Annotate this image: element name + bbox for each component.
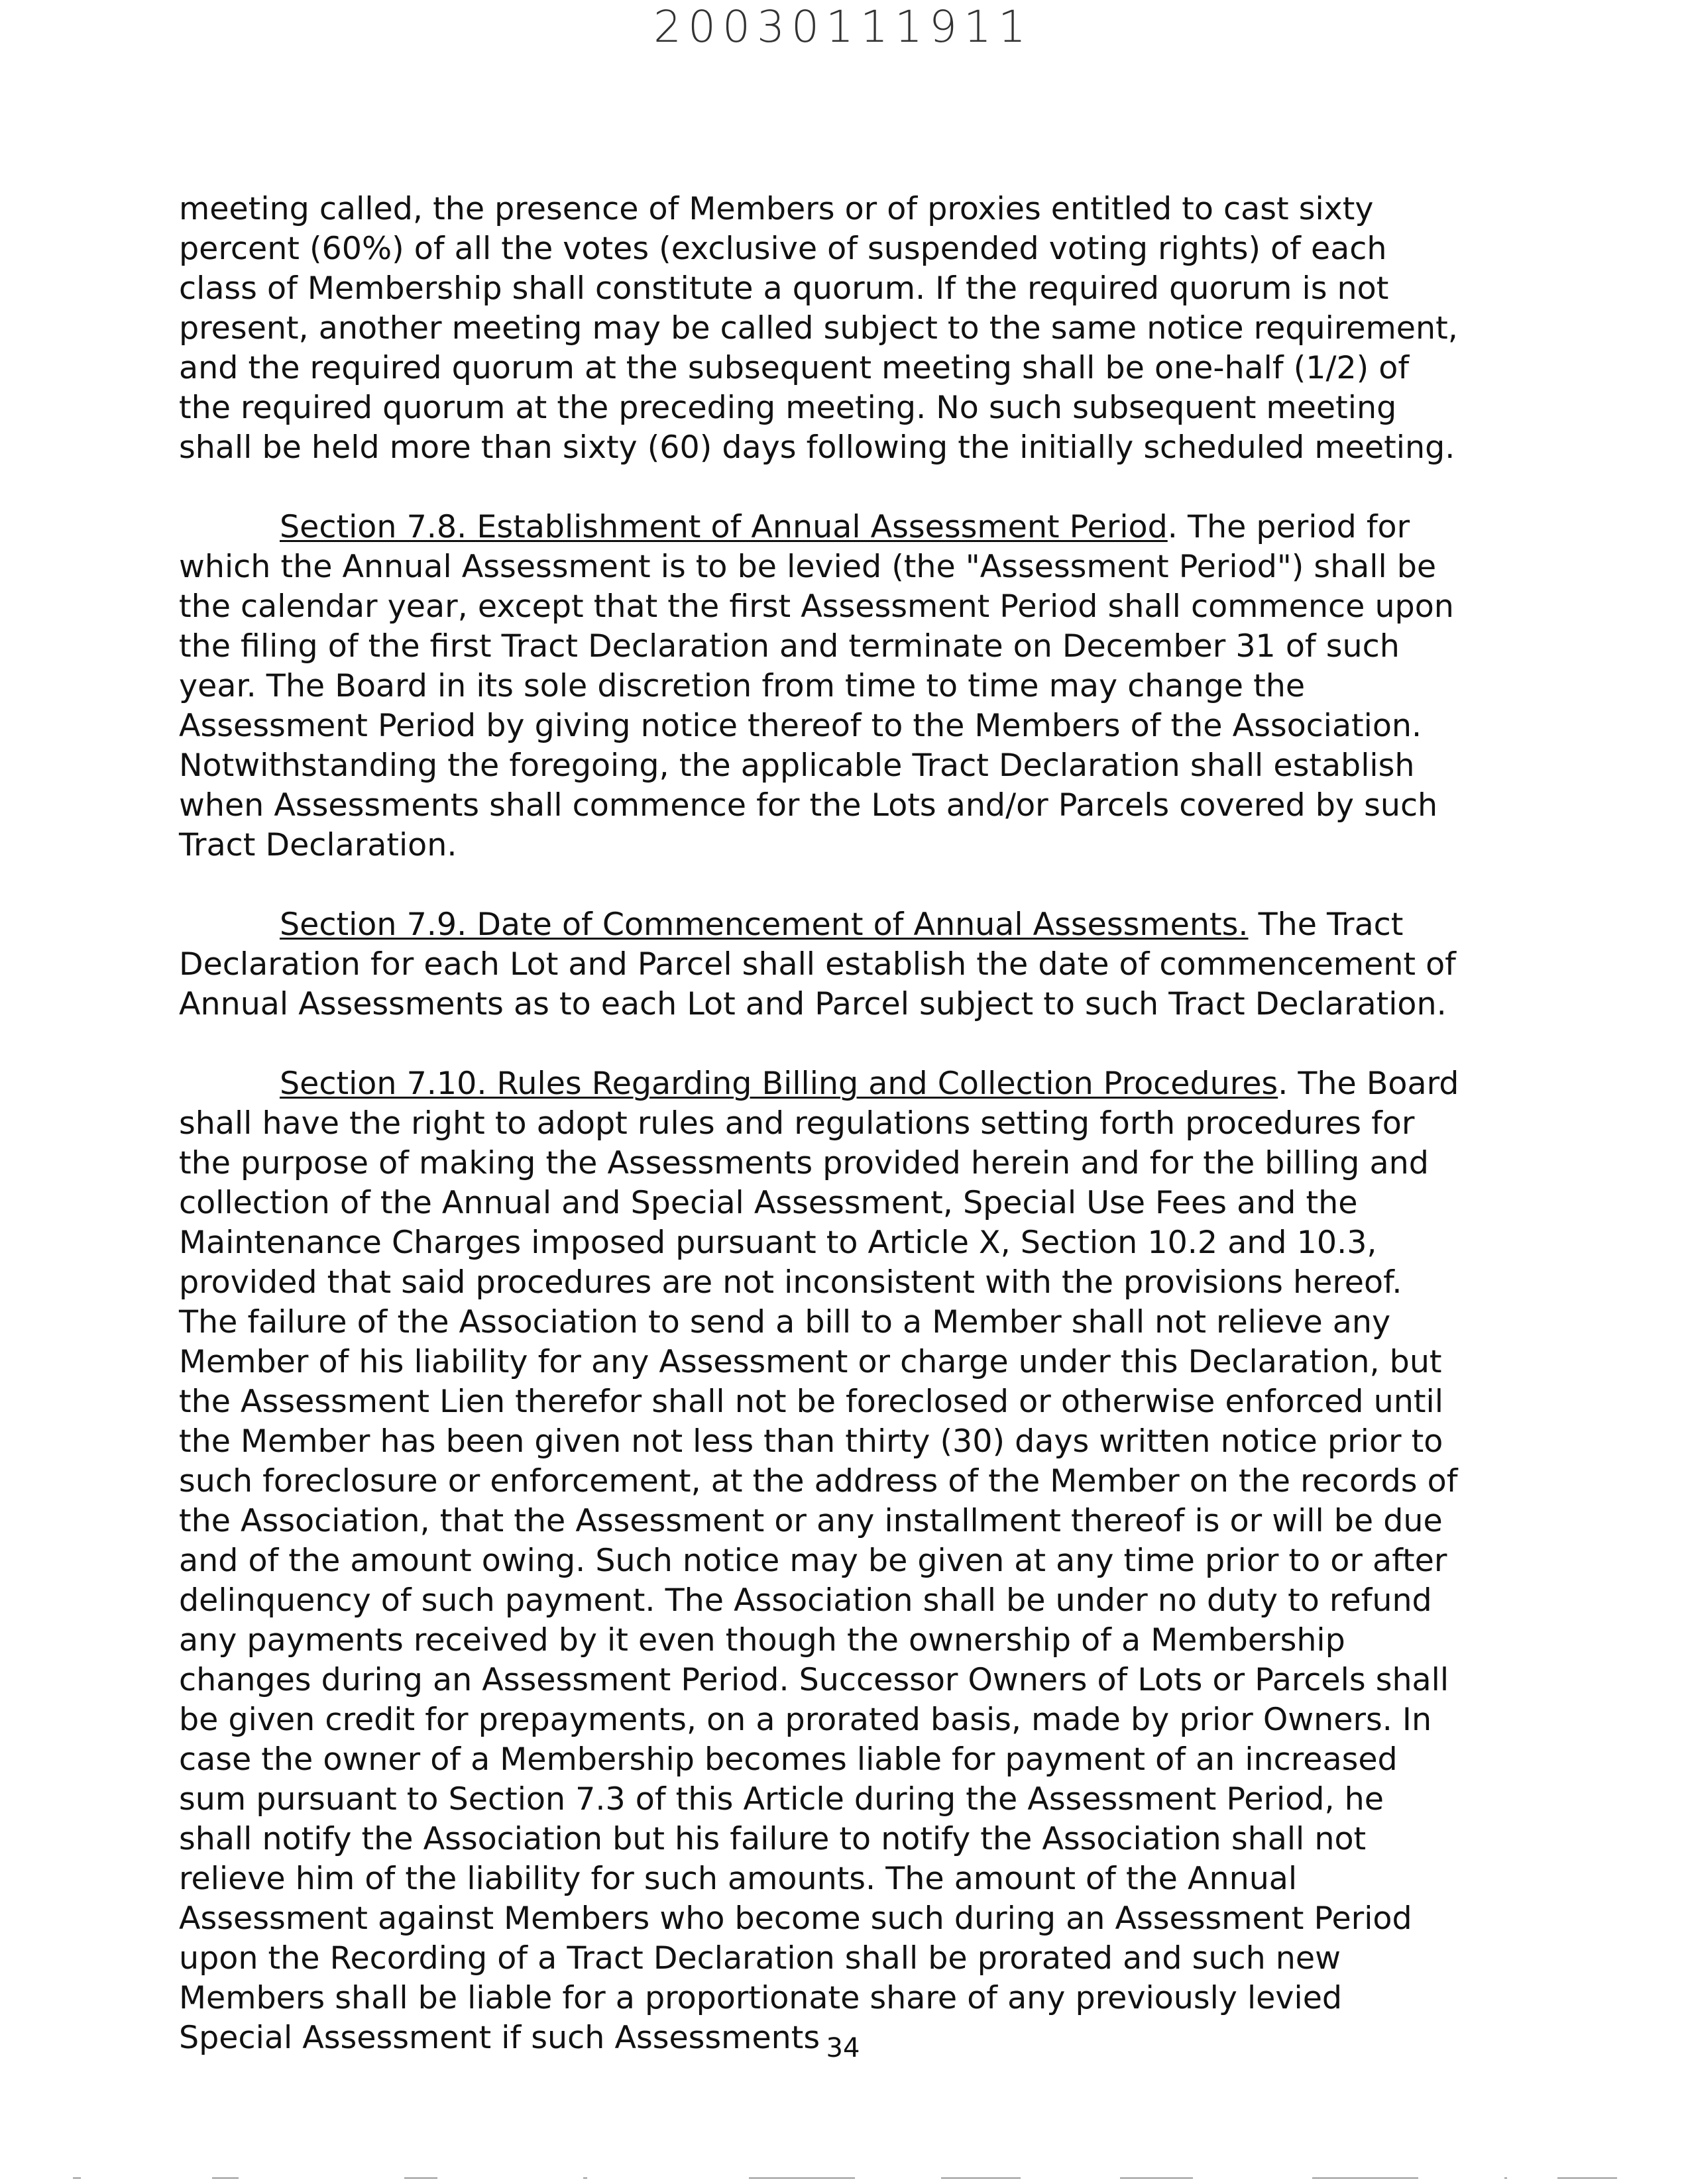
paragraph-text: . The Board shall have the right to adopt rules and regulations setting forth procedures for the purpose of making the Assessments provided herein and for the billing and collection of the Annual and Special Assessment, Special Use Fees and the Maintenance Charges imposed pursuant to Article X, Section 10.2 and 10.3, provided that said procedures are not inconsistent with the provisions hereof. The failure of the Association to send a bill to a Member shall not relieve any Member of his liability for any Assessment or charge under this Declaration, but the Assessment Lien therefor shall not be foreclosed or otherwise enforced until the Member has been given not less than thirty (30) days written notice prior to such foreclosure or enforcement, at the address of the Member on the records of the Association, that the Assessment or any installment thereof is or will be due and of the amount owing. Such notice may be given at any time prior to or after delinquency of such payment. The Association shall be under no duty to refund any payments received by it even though the ownership of a Membership changes during an Assessment Period. Successor Owners of Lots or Parcels shall be given credit for prepayments, on a prorated basis, made by prior Owners. In case the owner of a Membership becomes liable for payment of an increased sum pursuant to Section 7.3 of this Article during the Assessment Period, he shall notify the Association but his failure to notify the Association shall not relieve him of the liability for such amounts. The amount of the Annual Assessment against Members who become such during an Assessment Period upon the Recording of a Tract Declaration shall be prorated and such new Members shall be liable for a proportionate share of any previously levied Special Assessment if such Assessments (179, 1065, 1459, 2056)
paragraph-text: The Tract Declaration for each Lot and Parcel shall establish the date of commencement of Annual Assessments as to each Lot and Parcel subject to such Tract Declaration. (179, 906, 1456, 1022)
section-heading: Section 7.8. Establishment of Annual Assessment Period (280, 509, 1168, 545)
section-heading: Section 7.9. Date of Commencement of Annual Assessments. (280, 906, 1249, 943)
document-number: 20030111911 (653, 1, 1033, 52)
paragraph-section-7-8 (179, 508, 1462, 865)
document-body (179, 190, 1462, 2058)
page-number: 34 (826, 2033, 860, 2063)
section-heading: Section 7.10. Rules Regarding Billing and Collection Procedures (280, 1065, 1278, 1102)
paragraph-section-7-9 (179, 905, 1462, 1024)
paragraph-quorum (179, 190, 1462, 468)
paragraph-section-7-10 (179, 1064, 1462, 2058)
paragraph-text: . The period for which the Annual Assessment is to be levied (the "Assessment Period") shall be the calendar year, except that the first Assessment Period shall commence upon the filing of the first Tract Declaration and terminate on December 31 of such year. The Board in its sole discretion from time to time may change the Assessment Period by giving notice thereof to the Members of the Association. Notwithstanding the foregoing, the applicable Tract Declaration shall establish when Assessments shall commence for the Lots and/or Parcels covered by such Tract Declaration. (179, 509, 1454, 863)
scan-edge-marks (0, 2172, 1686, 2184)
paragraph-text: meeting called, the presence of Members or of proxies entitled to cast sixty percent (60%) of all the votes (exclusive of suspended voting rights) of each class of Membership shall constitute a quorum. If the required quorum is not present, another meeting may be called subject to the same notice requirement, and the required quorum at the subsequent meeting shall be one-half (1/2) of the required quorum at the preceding meeting. No such subsequent meeting shall be held more than sixty (60) days following the initially scheduled meeting. (179, 191, 1458, 466)
